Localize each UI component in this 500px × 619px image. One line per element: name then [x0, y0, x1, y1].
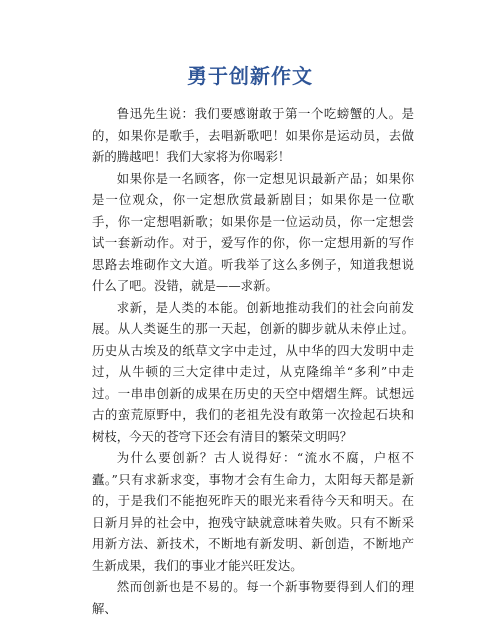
paragraph-5: 然而创新也是不易的。每一个新事物要得到人们的理解、	[92, 579, 414, 616]
paragraph-2: 如果你是一名顾客，你一定想见识最新产品；如果你是一位观众，你一定想欣赏最新剧目；如果你是一位歌手，你一定想唱新歌；如果你是一位运动员，你一定想尝试一套新动作。对于，爱写作的你，你一定想用新的写作思路去堆砌作文大道。听我举了这么多例子，知道我想说什么了吧。没错，就是——求新。	[92, 170, 414, 293]
document-body	[92, 103, 414, 619]
paragraph-1: 鲁迅先生说：我们要感谢敢于第一个吃螃蟹的人。是的，如果你是歌手，去唱新歌吧！如果你是运动员，去做新的腾越吧！我们大家将为你喝彩！	[92, 106, 414, 164]
paragraph-3: 求新，是人类的本能。创新地推动我们的社会向前发展。从人类诞生的那一天起，创新的脚步就从未停止过。历史从古埃及的纸草文字中走过，从中华的四大发明中走过，从牛顿的三大定律中走过，从克隆绵羊“多利”中走过。一串串创新的成果在历史的天空中熠熠生辉。试想远古的蛮荒原野中，我们的老祖先没有敢第一次捡起石块和树枝，今天的苍穹下还会有清目的繁荣文明吗？	[92, 299, 414, 444]
paragraph-4: 为什么要创新？古人说得好：“流水不腐，户枢不蠹。”只有求新求变，事物才会有生命力，太阳每天都是新的，于是我们不能抱死昨天的眼光来看待今天和明天。在日新月异的社会中，抱残守缺就意味着失败。只有不断采用新方法、新技术，不断地有新发明、新创造，不断地产生新成果，我们的事业才能兴旺发达。	[92, 450, 414, 573]
document-title: 勇于创新作文	[187, 64, 313, 88]
